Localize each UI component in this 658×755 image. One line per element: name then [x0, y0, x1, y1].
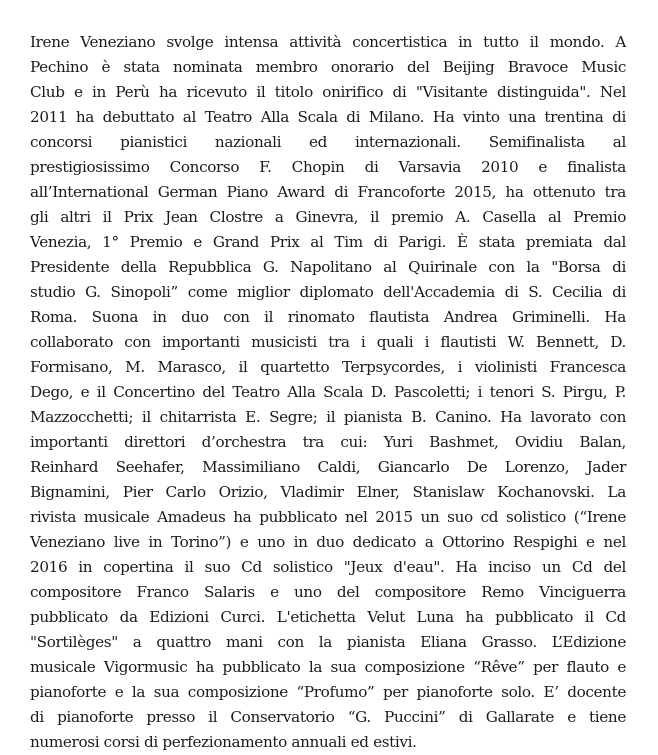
text-line: rivista musicale Amadeus ha pubblicato nel 2015 un suo cd solistico (“Irene	[30, 508, 626, 526]
text-line: Pechino è stata nominata membro onorario del Beijing Bravoce Music	[30, 58, 626, 76]
text-line: musicale Vigormusic ha pubblicato la sua composizione “Rêve” per flauto e	[30, 658, 626, 676]
text-line: 2016 in copertina il suo Cd solistico "Jeux d'eau". Ha inciso un Cd del	[30, 558, 626, 576]
text-line: gli altri il Prix Jean Clostre a Ginevra, il premio A. Casella al Premio	[30, 208, 626, 226]
text-line: pubblicato da Edizioni Curci. L'etichetta Velut Luna ha pubblicato il Cd	[30, 608, 626, 626]
text-line: prestigiosissimo Concorso F. Chopin di Varsavia 2010 e finalista	[30, 158, 626, 176]
text-line: "Sortilèges" a quattro mani con la pianista Eliana Grasso. L’Edizione	[30, 633, 626, 651]
text-line: Bignamini, Pier Carlo Orizio, Vladimir Elner, Stanislaw Kochanovski. La	[30, 483, 626, 501]
text-line: importanti direttori d’orchestra tra cui: Yuri Bashmet, Ovidiu Balan,	[30, 433, 626, 451]
text-line: Venezia, 1° Premio e Grand Prix al Tim di Parigi. È stata premiata dal	[30, 233, 626, 251]
text-line: studio G. Sinopoli” come miglior diplomato dell'Accademia di S. Cecilia di	[30, 283, 626, 301]
text-line: collaborato con importanti musicisti tra i quali i flautisti W. Bennett, D.	[30, 333, 626, 351]
text-line: Mazzocchetti; il chitarrista E. Segre; il pianista B. Canino. Ha lavorato con	[30, 408, 626, 426]
text-line: Irene Veneziano svolge intensa attività concertistica in tutto il mondo. A	[30, 33, 626, 51]
text-line: Veneziano live in Torino”) e uno in duo dedicato a Ottorino Respighi e nel	[30, 533, 626, 551]
text-line: Roma. Suona in duo con il rinomato flautista Andrea Griminelli. Ha	[30, 308, 626, 326]
text-line: compositore Franco Salaris e uno del compositore Remo Vinciguerra	[30, 583, 626, 601]
text-line: pianoforte e la sua composizione “Profumo” per pianoforte solo. E’ docente	[30, 683, 626, 701]
biography-document	[30, 30, 626, 755]
text-line: 2011 ha debuttato al Teatro Alla Scala di Milano. Ha vinto una trentina di	[30, 108, 626, 126]
text-line-last: numerosi corsi di perfezionamento annuali ed estivi.	[30, 733, 417, 751]
text-line: Club e in Perù ha ricevuto il titolo onirifico di "Visitante distinguida". Nel	[30, 83, 626, 101]
text-line: all’International German Piano Award di Francoforte 2015, ha ottenuto tra	[30, 183, 626, 201]
text-line: Presidente della Repubblica G. Napolitano al Quirinale con la "Borsa di	[30, 258, 626, 276]
text-line: Formisano, M. Marasco, il quartetto Terpsycordes, i violinisti Francesca	[30, 358, 626, 376]
text-line: Reinhard Seehafer, Massimiliano Caldi, Giancarlo De Lorenzo, Jader	[30, 458, 626, 476]
text-line: di pianoforte presso il Conservatorio “G. Puccini” di Gallarate e tiene	[30, 708, 626, 726]
text-line: concorsi pianistici nazionali ed internazionali. Semifinalista al	[30, 133, 626, 151]
text-line: Dego, e il Concertino del Teatro Alla Scala D. Pascoletti; i tenori S. Pirgu, P.	[30, 383, 626, 401]
